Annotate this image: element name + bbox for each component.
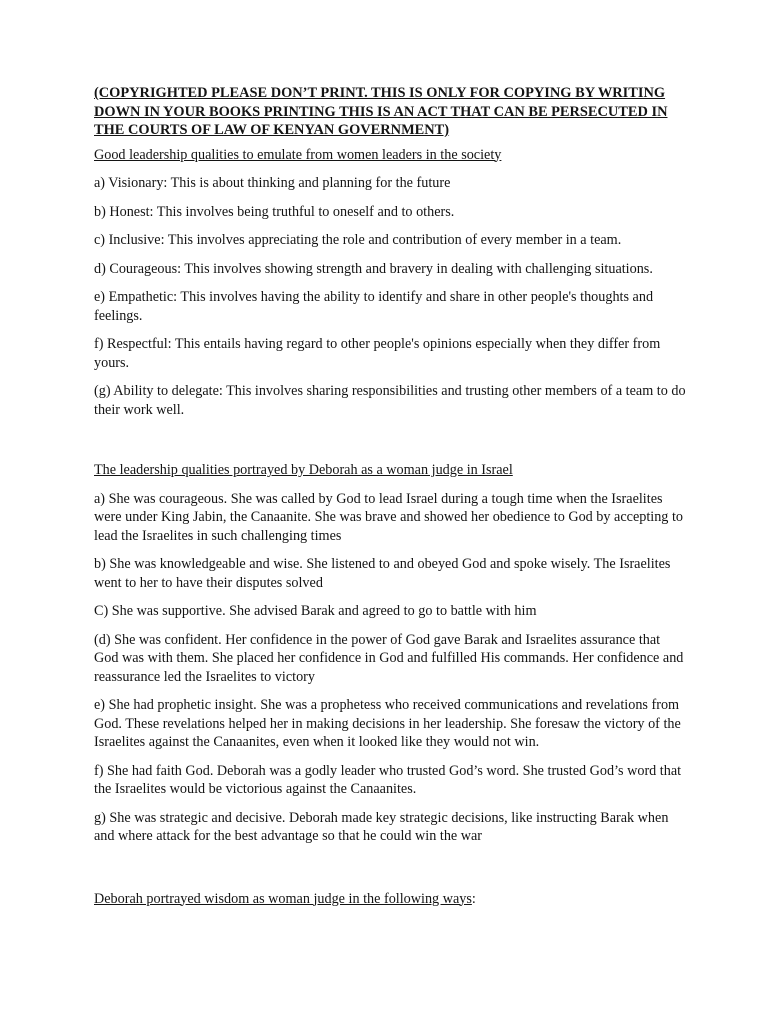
section-spacer xyxy=(94,429,688,461)
section-heading-deborah-wisdom xyxy=(94,890,688,909)
list-item: c) Inclusive: This involves appreciating the role and contribution of every member in a team. xyxy=(94,232,622,248)
list-item: a) She was courageous. She was called by God to lead Israel during a tough time when the Israelites were under King Jabin, the Canaanite. She was brave and showed her obedience to God by accepting to lead the Israelites in such challenging times xyxy=(94,490,683,544)
list-item: (d) She was confident. Her confidence in the power of God gave Barak and Israelites assurance that God was with them. She placed her confidence in God and fulfilled His commands. Her confidence and reassurance led the Israelites to victory xyxy=(94,631,684,685)
list-item: b) She was knowledgeable and wise. She listened to and obeyed God and spoke wisely. The Israelites went to her to have their disputes solved xyxy=(94,556,671,591)
section-heading-colon: : xyxy=(471,890,476,907)
section-spacer xyxy=(94,856,688,890)
section-heading-deborah-qualities: The leadership qualities portrayed by Deborah as a woman judge in Israel xyxy=(94,462,513,478)
list-item: g) She was strategic and decisive. Deborah made key strategic decisions, like instructing Barak when and where attack for the best advantage so that he could win the war xyxy=(94,809,669,844)
copyright-warning: (COPYRIGHTED PLEASE DON’T PRINT. THIS IS ONLY FOR COPYING BY WRITING DOWN IN YOUR BOOKS PRINTING THIS IS AN ACT THAT CAN BE PERSECUTED IN THE COURTS OF LAW OF KENYAN GOVERNMENT) xyxy=(94,85,668,138)
list-item: e) She had prophetic insight. She was a prophetess who received communications and revelations from God. These revelations helped her in making decisions in her leadership. She foresaw the victory of the Israelites against the Canaanites, even when it looked like they would not win. xyxy=(94,697,681,750)
list-item: e) Empathetic: This involves having the ability to identify and share in other people's thoughts and feelings. xyxy=(94,289,654,324)
list-item: a) Visionary: This is about thinking and planning for the future xyxy=(94,175,451,191)
list-item: b) Honest: This involves being truthful to oneself and to others. xyxy=(94,203,455,220)
section-heading-text: Deborah portrayed wisdom as woman judge in the following ways xyxy=(94,890,472,907)
list-item: f) She had faith God. Deborah was a godly leader who trusted God’s word. She trusted God’s word that the Israelites would be victorious against the Canaanites. xyxy=(94,762,682,797)
list-item: (g) Ability to delegate: This involves sharing responsibilities and trusting other members of a team to do their work well. xyxy=(94,383,686,418)
list-item: d) Courageous: This involves showing strength and bravery in dealing with challenging situations. xyxy=(94,260,653,277)
section-heading-women-leaders: Good leadership qualities to emulate from women leaders in the society xyxy=(94,146,502,163)
document-page xyxy=(94,84,688,918)
list-item: C) She was supportive. She advised Barak and agreed to go to battle with him xyxy=(94,603,537,619)
list-item: f) Respectful: This entails having regard to other people's opinions especially when they differ from yours. xyxy=(94,336,661,371)
